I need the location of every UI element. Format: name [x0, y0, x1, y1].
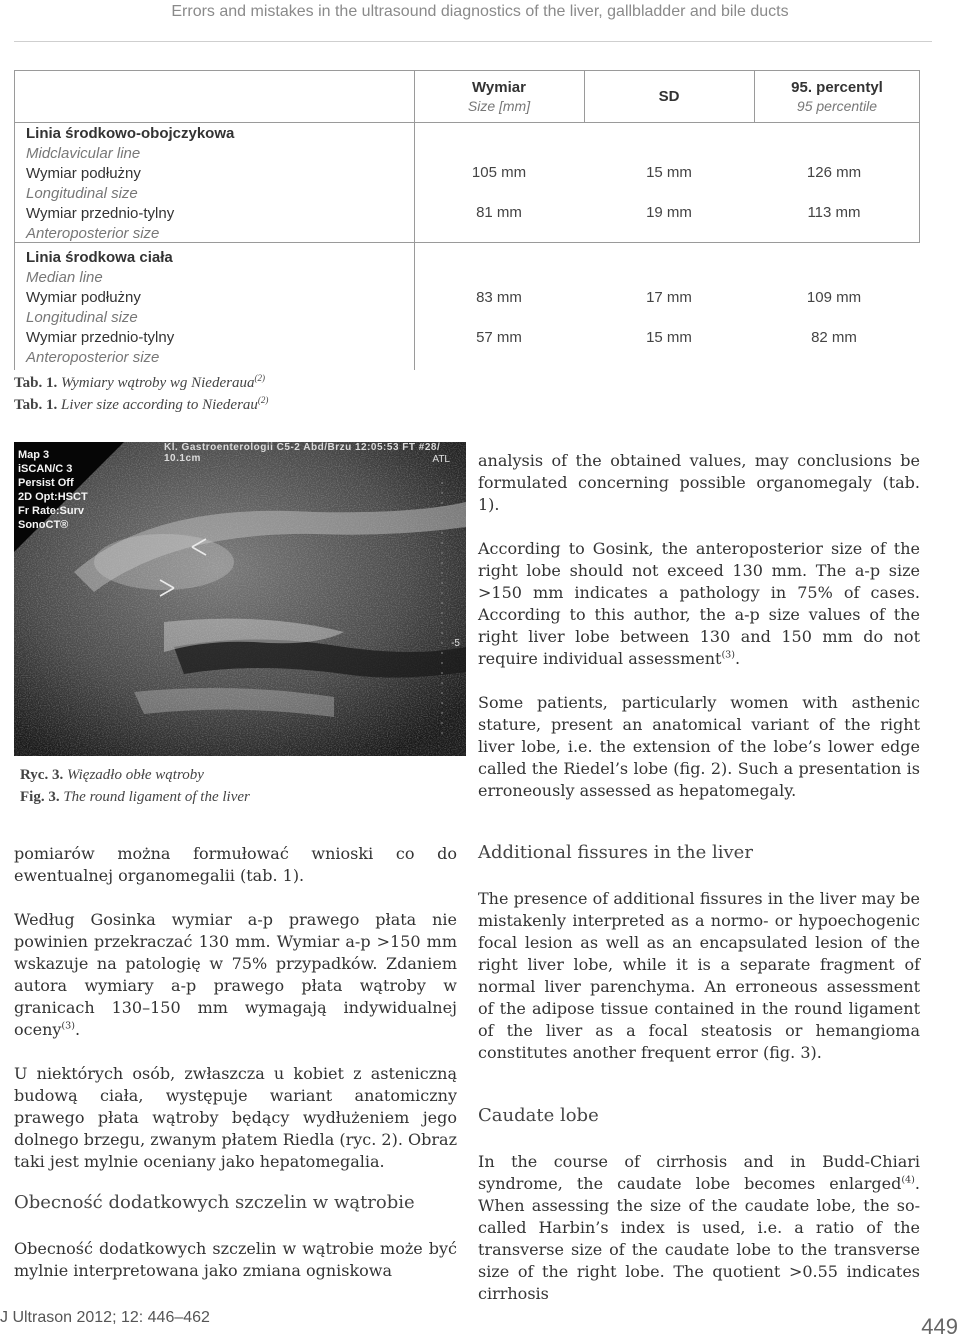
cell-p95: 82 mm: [811, 329, 857, 346]
table-caption-pl: Tab. 1. Wymiary wątroby wg Niederaua$^{(2)}$: [14, 373, 265, 391]
right-column-fissures: [478, 888, 920, 1064]
paragraph: Obecność dodatkowych szczelin w wątrobie może być mylnie interpretowana jako zmiana ogniskowa: [14, 1239, 457, 1280]
cell-size: 57 mm: [476, 329, 522, 346]
row-label-pl: Wymiar podłużny: [26, 165, 141, 182]
col-header-sd: [584, 87, 754, 106]
figure-caption-en: Fig. 3. The round ligament of the liver: [20, 789, 250, 805]
row-label-pl: Wymiar przednio-tylny: [26, 205, 175, 222]
paragraph: Według Gosinka wymiar a-p prawego płata nie powinien przekraczać 130 mm. Wymiar a-p >150 mm wskazuje na patologię w 75% przypadków. Zdaniem autora wymiary a-p prawego płata wątroby w granicach 130–150 mm wymagają indywidualnej oceny$^{(3)}$.: [14, 910, 457, 1039]
ultrasound-top-bar: Kl. Gastroenterologii C5-2 Abd/Brzu 12:05:53 FT #28/ 10.1cm: [164, 442, 441, 464]
table-header-rule: [14, 122, 920, 123]
group-title-en: Midclavicular line: [26, 145, 141, 162]
running-header: Errors and mistakes in the ultrasound diagnostics of the liver, gallbladder and bile ducts: [171, 3, 789, 20]
row-label-en: Longitudinal size: [26, 309, 138, 326]
section-heading-fissures: Additional fissures in the liver: [478, 842, 753, 863]
table-group-midclavicular: [26, 124, 234, 244]
cell-sd: 15 mm: [646, 329, 692, 346]
cell-p95: 126 mm: [806, 164, 862, 181]
paragraph: In the course of cirrhosis and in Budd-Chiari syndrome, the caudate lobe becomes enlarged$^{(4)}$. When assessing the size of the caudate lobe, the so-called Harbin’s index is used, i.e. a ratio of the transverse size of the caudate lobe to the transverse size of the right lobe. The quotient >0.55 indicates cirrhosis: [478, 1152, 920, 1303]
table-border-top: [14, 70, 920, 71]
row-label-pl: Wymiar podłużny: [26, 289, 141, 306]
col-header-p95-en: 95 percentile: [796, 98, 878, 114]
group-title-pl: Linia środkowo-obojczykowa: [26, 125, 235, 142]
cell-p95: 109 mm: [806, 289, 862, 306]
liver-size-table: [14, 70, 920, 370]
cell-size: 81 mm: [476, 204, 522, 221]
paragraph: pomiarów można formułować wnioski co do ewentualnej organomegalii (tab. 1).: [14, 844, 457, 885]
paragraph: The presence of additional fissures in the liver may be mistakenly interpreted as a normo- or hypoechogenic focal lesion as well as an encapsulated lesion of the right liver lobe, while it is a separate fragment of normal liver parenchyma. An erroneous assessment of the adipose tissue contained in the round ligament of the liver as a focal steatosis or hemangioma constitutes another frequent error (fig. 3).: [478, 889, 920, 1062]
col-header-size-pl: Wymiar: [472, 79, 526, 96]
row-label-pl: Wymiar przednio-tylny: [26, 329, 175, 346]
figure-caption: [20, 764, 250, 808]
table-caption-en: Tab. 1. Liver size according to Niederau$^{(2)}$: [14, 395, 269, 413]
paragraph: According to Gosink, the anteroposterior size of the right lobe should not exceed 130 mm. The a-p size >150 mm indicates a pathology in 75% of cases. According to this author, the a-p size values of the right liver lobe between 130 and 150 mm do not require individual assessment$^{(3)}$.: [478, 539, 920, 668]
header-rule: [14, 41, 932, 42]
table-caption: [14, 372, 268, 416]
section-heading-pl: Obecność dodatkowych szczelin w wątrobie: [14, 1192, 415, 1213]
group-title-en: Median line: [26, 269, 103, 286]
cell-size: 83 mm: [476, 289, 522, 306]
right-column-top: [478, 450, 920, 802]
cell-sd: 19 mm: [646, 204, 692, 221]
row-label-en: Longitudinal size: [26, 185, 138, 202]
journal-citation: J Ultrason 2012; 12: 446–462: [0, 1309, 210, 1326]
left-column: [14, 843, 457, 1173]
left-column-bottom: [14, 1238, 457, 1282]
row-label-en: Anteroposterior size: [26, 225, 160, 242]
group-title-pl: Linia środkowa ciała: [26, 249, 173, 266]
ultrasound-image: [14, 442, 466, 756]
col-header-size-en: Size [mm]: [467, 98, 531, 114]
ultrasound-depth-mark: -5: [451, 638, 460, 649]
ultrasound-settings: Map 3 iSCAN/C 3 Persist Off 2D Opt:HSCT Fr Rate:Surv SonoCT®: [18, 449, 88, 531]
col-header-sd-pl: SD: [658, 88, 680, 105]
col-header-p95-pl: 95. percentyl: [791, 79, 883, 96]
cell-size: 105 mm: [471, 164, 527, 181]
paragraph: Some patients, particularly women with asthenic stature, present an anatomical variant of the right liver lobe, i.e. the extension of the lobe’s lower edge called the Riedel’s lobe (fig. 2). Such a presentation is erroneously assessed as hepatomegaly.: [478, 693, 920, 800]
figure-caption-pl: Ryc. 3. Więzadło obłe wątroby: [20, 767, 204, 783]
right-column-caudate: [478, 1151, 920, 1305]
paragraph: U niektórych osób, zwłaszcza u kobiet z asteniczną budową ciała, występuje wariant anatomiczny prawego płata wątroby będący wydłużeniem jego dolnego brzegu, zwanym płatem Riedla (ryc. 2). Obraz taki jest mylnie oceniany jako hepatomegalia.: [14, 1064, 457, 1171]
table-group-median: [26, 248, 174, 368]
cell-sd: 15 mm: [646, 164, 692, 181]
ultrasound-atl-label: ATL: [432, 454, 450, 465]
col-header-size: [414, 78, 584, 116]
cell-p95: 113 mm: [807, 204, 861, 221]
cell-sd: 17 mm: [646, 289, 692, 306]
paragraph: analysis of the obtained values, may conclusions be formulated concerning possible organomegaly (tab. 1).: [478, 451, 920, 514]
row-label-en: Anteroposterior size: [26, 349, 160, 366]
table-border-left: [14, 70, 15, 370]
page-number: 449: [921, 1314, 958, 1338]
col-header-p95: [754, 78, 920, 116]
section-heading-caudate: Caudate lobe: [478, 1105, 599, 1126]
